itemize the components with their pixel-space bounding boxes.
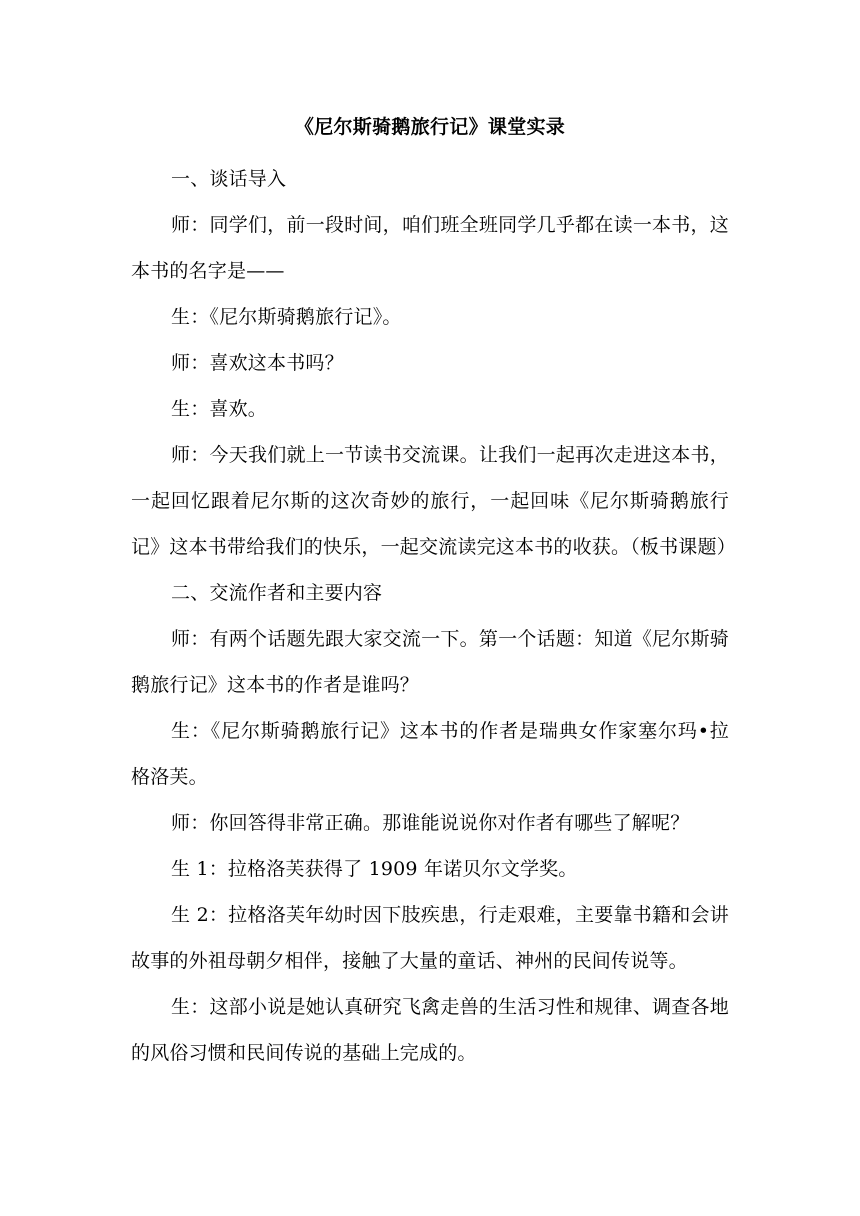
- section-heading-author: 二、交流作者和主要内容: [171, 582, 383, 604]
- dialogue-paragraph: 生：《尼尔斯骑鹅旅行记》这本书的作者是瑞典女作家塞尔玛•拉格洛芙。: [131, 720, 729, 788]
- dialogue-paragraph: 生：这部小说是她认真研究飞禽走兽的生活习性和规律、调查各地的风俗习惯和民间传说的基础上完成的。: [131, 996, 729, 1064]
- dialogue-paragraph: 师：你回答得非常正确。那谁能说说你对作者有哪些了解呢？: [171, 812, 690, 834]
- dialogue-paragraph: 生 2：拉格洛芙年幼时因下肢疾患，行走艰难，主要靠书籍和会讲故事的外祖母朝夕相伴，接触了大量的童话、神州的民间传说等。: [131, 904, 729, 972]
- dialogue-paragraph: 生：《尼尔斯骑鹅旅行记》。: [171, 306, 402, 328]
- dialogue-paragraph: 生 1：拉格洛芙获得了 1909 年诺贝尔文学奖。: [171, 858, 578, 880]
- dialogue-paragraph: 师：同学们，前一段时间，咱们班全班同学几乎都在读一本书，这本书的名字是——: [131, 214, 729, 282]
- dialogue-paragraph: 师：喜欢这本书吗？: [171, 352, 344, 374]
- dialogue-paragraph: 师：今天我们就上一节读书交流课。让我们一起再次走进这本书，一起回忆跟着尼尔斯的这次奇妙的旅行，一起回味《尼尔斯骑鹅旅行记》这本书带给我们的快乐，一起交流读完这本书的收获。（板书课题）: [131, 444, 736, 558]
- dialogue-paragraph: 师：有两个话题先跟大家交流一下。第一个话题：知道《尼尔斯骑鹅旅行记》这本书的作者是谁吗？: [131, 628, 729, 696]
- document-body: [131, 112, 736, 1076]
- section-heading-intro: 一、谈话导入: [171, 168, 287, 190]
- document-title: 《尼尔斯骑鹅旅行记》课堂实录: [294, 116, 566, 138]
- dialogue-paragraph: 生：喜欢。: [171, 398, 268, 420]
